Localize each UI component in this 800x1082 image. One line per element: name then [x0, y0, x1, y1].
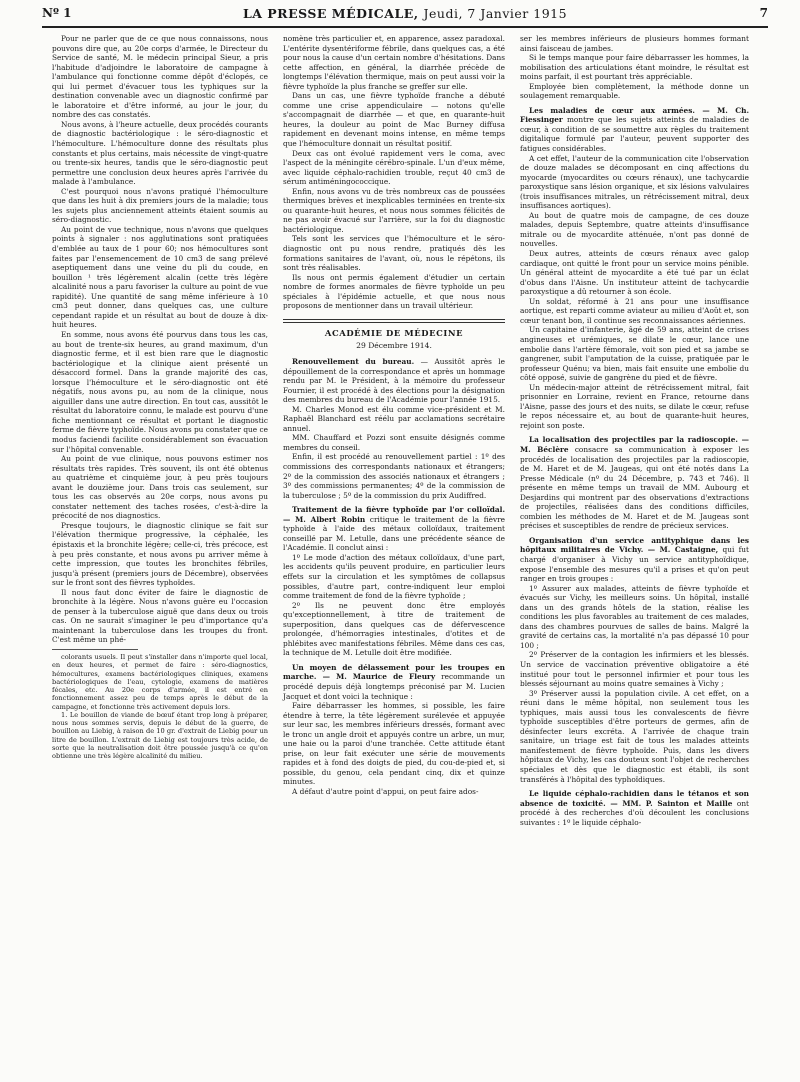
subsection-body: montre que les sujets atteints de maladies de cœur, à condition de se soumettre aux règles du traitement digitalique formulé par l'auteur, peuvent supporter des fatigues considérables. — [520, 115, 749, 154]
paragraph: Employée bien complètement, la méthode donne un soulagement remarquable. — [520, 81, 749, 101]
subsection-title: Le liquide céphalo-rachidien dans le tétanos et son absence de toxicité. — MM. P. Sainton et Maille — [520, 789, 749, 808]
column-3 — [520, 34, 749, 827]
paragraph — [283, 357, 505, 405]
masthead-date: Jeudi, 7 Janvier 1915 — [423, 6, 568, 21]
paragraph: M. Charles Monod est élu comme vice-président et M. Raphaël Blanchard est réélu par acclamations secrétaire annuel. — [283, 404, 505, 433]
subsection-body: recommande un procédé depuis déjà longtemps préconisé par M. Lucien Jacquet et dont voici la technique : — [283, 672, 505, 701]
footnote: 1. Le bouillon de viande de bœuf étant trop long à préparer, nous nous sommes servis, depuis le début de la guerre, de bouillon au Liebig, à raison de 10 gr. d'extrait de Liebig pour un litre de bouillon. L'extrait de Liebig est toujours très acide, de sorte que la neutralisation doit être poussée jusqu'à ce qu'on obtienne une très légère alcalinité du milieu. — [52, 710, 268, 760]
paragraph — [520, 536, 749, 584]
paragraph: A défaut d'autre point d'appui, on peut faire ados- — [292, 787, 479, 797]
paragraph: 3º Préserver aussi la population civile. A cet effet, on a réuni dans le même hôpital, non seulement tous les typhiques, mais aussi tous les convalescents de fièvre typhoïde susceptibles d'être porteurs de germes, afin de désinfecter leurs excréta. A l'arrivée de chaque train sanitaire, un triage est fait de tous les malades atteints manifestement de fièvre typhoïde. Puis, dans les divers hôpitaux de Vichy, les cas douteux sont l'objet de recherches spéciales et dès que le diagnostic est établi, ils sont transférés à l'hôpital des typhoïdiques. — [520, 688, 749, 784]
paragraph — [520, 789, 749, 827]
paragraph: 1º Le mode d'action des métaux colloïdaux, d'une part, les accidents qu'ils peuvent produire, en particulier leurs effets sur la circulation et les symptômes de collapsus possibles, d'autre part, contre-indiquent leur emploi comme traitement de fond de la fièvre typhoïde ; — [283, 552, 505, 601]
paragraph: Deux cas ont évolué rapidement vers le coma, avec l'aspect de la méningite cérébro-spinale. L'un d'eux même, avec liquide céphalo-rachidien trouble, reçut 40 cm3 de sérum antiméningococcique. — [283, 148, 505, 187]
subsection-title: Organisation d'un service antityphique dans les hôpitaux militaires de Vichy. — M. Castaigne, — [520, 535, 749, 555]
paragraph: Nous avons, à l'heure actuelle, deux procédés courants de diagnostic bactériologique : le séro-diagnostic et l'hémoculture. L'hémoculture donne des résultats plus constants et plus certains, mais nécessite de vingt-quatre ou trente-six heures, tandis que le séro-diagnostic peut permettre une conclusion deux heures après l'arrivée du malade à l'ambulance. — [52, 119, 268, 187]
subsection-title: Un moyen de délassement pour les troupes en marche. — M. Maurice de Fleury — [283, 662, 505, 682]
page-number-left: Nº 1 — [42, 6, 72, 20]
paragraph — [520, 106, 749, 154]
paragraph: Presque toujours, le diagnostic clinique se fait sur l'élévation thermique progressive, la céphalée, les épistaxis et la bronchite légère; celle-ci, très précoce, est à peu près constante, et nous avons pu arriver même à cette impression, que toutes les bronchites fébriles, jusqu'à présent (premiers jours de Décembre), observées sur le front sont des fièvres typhoïdes. — [52, 520, 268, 588]
paragraph: Dans un cas, une fièvre typhoïde franche a débuté comme une crise appendiculaire — notons qu'elle s'accompagnait de diarrhée — et que, en quarante-huit heures, la douleur au point de Mac Burney diffusa rapidement en devenant moins intense, en même temps que l'hémoculture donnait un résultat positif. — [283, 91, 505, 149]
paragraph: Un médecin-major atteint de rétrécissement mitral, fait prisonnier en Lorraine, revient en France, retourne dans l'Aisne, passe des jours et des nuits, se dilate le cœur, refuse le repos nécessaire et, au bout de quarante-huit heures, rejoint son poste. — [520, 382, 749, 430]
paragraph: Deux autres, atteints de cœurs rénaux avec galop cardiaque, ont quitté le front pour un service moins pénible. Un général atteint de myocardite a été tué par un éclat d'obus dans l'Aisne. Un instituteur atteint de tachycardie paroxystique a dû retourner à son école. — [520, 249, 749, 297]
paragraph — [520, 435, 749, 530]
paragraph: Tels sont les services que l'hémoculture et le séro-diagnostic ont pu nous rendre, pratiqués dès les formations sanitaires de l'avant, où, nous le répétons, ils sont très réalisables. — [283, 234, 505, 273]
subsection-body: consacre sa communication à exposer les procédés de localisation des projectiles par la radioscopie, de M. Haret et de M. Jaugeas, qui ont été notés dans La Presse Médicale (nº du 24 Décembre, p. 743 et 746). Il présente en même temps un travail de MM. Aubourg et Desjardins qui montrent par des observations d'extractions de projectiles, réalisées dans des conditions difficiles, combien les méthodes de M. Haret et de M. Jaugeas sont précises et susceptibles de rendre de précieux services. — [520, 444, 749, 531]
subsection-title: Les maladies de cœur aux armées. — M. Ch. Fiessinger — [520, 105, 749, 125]
section-heading: ACADÉMIE DE MÉDECINE — [324, 327, 464, 338]
footnote-rule — [52, 649, 138, 650]
subsection-body: — Aussitôt après le dépouillement de la correspondance et après un hommage rendu par M. le Président, à la mémoire du professeur Fournier, il est procédé à des élections pour la désignation des membres du bureau de l'Académie pour l'année 1915. — [283, 356, 506, 405]
paragraph: A cet effet, l'auteur de la communication cite l'observation de douze malades se décomposant en cinq affections du myocarde (myocardites ou cœurs rénaux), une tachycardie paroxystique sans lésion organique, et six lésions valvulaires (trois insuffisances mitrales, un rétrécissement mitral, deux insuffisances aortiques). — [520, 153, 749, 211]
paragraph: 1º Assurer aux malades, atteints de fièvre typhoïde et évacués sur Vichy, les meilleurs soins. Un hôpital, installé dans un des grands hôtels de la station, réalise les conditions les plus favorables au traitement de ces malades, dans des chambres pourvues de salles de bains. Malgré la gravité de certains cas, la mortalité n'a pas dépassé 10 pour 100 ; — [520, 583, 749, 650]
paragraph: Faire débarrasser les hommes, si possible, les faire étendre à terre, la tête légèrement surélevée et appuyée sur leur sac, les membres inférieurs dressés, formant avec le tronc un angle droit et appuyés contre un arbre, un mur, une haie ou la paroi d'une tranchée. Cette attitude étant prise, on leur fait exécuter une série de mouvements rapides et à fond des doigts de pied, du cou-de-pied et, si possible, du genou, cela pendant cinq, dix et quinze minutes. — [283, 701, 505, 787]
subsection-title: Renouvellement du bureau. — [292, 356, 415, 366]
masthead-title: LA PRESSE MÉDICALE, — [242, 6, 419, 21]
paragraph: Pour ne parler que de ce que nous connaissons, nous pouvons dire que, au 20e corps d'armée, le Directeur du Service de santé, M. le médecin principal Sieur, a pris l'habitude d'adjoindre le laboratoire de campagne à l'ambulance qui fonctionne comme dépôt d'éclopés, ce qui lui permet d'évacuer tous les typhiques sur la destination convenable avec un diagnostic confirmé par le laboratoire et d'être informé, au jour le jour, du nombre des cas constatés. — [52, 34, 268, 120]
paragraph: 2º Ils ne peuvent donc être employés qu'exceptionnellement, à titre de traitement de superposition, dans quelques cas de défervescence prolongée, d'hémorragies intestinales, d'otites et de phlébites avec manifestations fébriles. Même dans ces cas, la technique de M. Letulle doit être modifiée. — [283, 600, 505, 658]
subsection-body: critique le traitement de la fièvre typhoïde à l'aide des métaux colloïdaux, traitement conseillé par M. Letulle, dans une précédente séance de l'Académie. Il conclut ainsi : — [283, 514, 505, 553]
paragraph: Il nous faut donc éviter de faire le diagnostic de bronchite à la légère. Nous n'avons guère eu l'occasion de penser à la tuberculose aiguë que dans deux ou trois cas. On ne saurait s'imaginer le peu d'importance qu'a maintenant la tuberculose dans les troupes du front. C'est même un phé- — [52, 587, 268, 645]
paragraph — [283, 505, 505, 553]
paragraph: C'est pourquoi nous n'avons pratiqué l'hémoculture que dans les huit à dix premiers jours de la maladie; tous les sujets plus anciennement atteints étaient soumis au séro-diagnostic. — [52, 186, 268, 225]
page-number-right: 7 — [759, 6, 768, 20]
subsection-title: Traitement de la fièvre typhoïde par l'or colloïdal. — M. Albert Robin — [283, 505, 505, 524]
paragraph: Ils nous ont permis également d'étudier un certain nombre de formes anormales de fièvre typhoïde un peu spéciales à l'épidémie actuelle, et que nous nous proposons de mentionner dans un travail ultérieur. — [283, 272, 505, 311]
column-1 — [52, 34, 268, 760]
paragraph: Un soldat, réformé à 21 ans pour une insuffisance aortique, est reparti comme aviateur au milieu d'Août et, son cœur tenant bon, il continue ses reconnaissances aériennes. — [520, 296, 749, 325]
paragraph: Au point de vue technique, nous n'avons que quelques points à signaler : nos agglutinations sont pratiquées d'emblée au taux de 1 pour 60; nos hémocultures sont faites par l'ensemencement de 10 cm3 de sang prélevé aseptiquement dans une veine du pli du coude, en bouillon ¹ très légèrement alcalin (cette très légère alcalinité nous a paru favoriser la culture au point de vue rapidité). Une quantité de sang même inférieure à 10 cm3 peut donner, dans quelques cas, une culture cependant rapide et un résultat au bout de douze à dix-huit heures. — [52, 224, 268, 330]
header-rule — [42, 26, 768, 28]
paragraph: Au bout de quatre mois de campagne, de ces douze malades, depuis Septembre, quatre atteints d'insuffisance mitrale ou de myocardite atténuée, n'ont pas donné de nouvelles. — [520, 210, 749, 249]
page-header — [42, 4, 768, 26]
section-rule — [283, 319, 505, 323]
paragraph: Enfin, nous avons vu de très nombreux cas de poussées thermiques brèves et inexplicables terminées en trente-six ou quarante-huit heures, et nous nous sommes félicités de ne pas avoir évacué sur l'arrière, sur la foi du diagnostic bactériologique. — [283, 186, 505, 234]
column-2 — [283, 34, 505, 797]
paragraph: Au point de vue clinique, nous pouvons estimer nos résultats très rapides. Très souvent, ils ont été obtenus au quatrième et cinquième jour, à peu près toujours avant le douzième jour. Dans trois cas seulement, sur tous les cas observés au 20e corps, nous avons pu constater nettement des taches rosées, c'est-à-dire la précocité de nos diagnostics. — [52, 454, 268, 521]
paragraph: Enfin, il est procédé au renouvellement partiel : 1º des commissions des correspondants nationaux et étrangers; 2º de la commission des associés nationaux et étrangers ; 3º des commissions permanentes; 4º de la commission de la tuberculose ; 5º de la commission du prix Audiffred. — [283, 452, 505, 500]
masthead — [42, 6, 768, 21]
paragraph — [283, 663, 505, 701]
paragraph: ser les membres inférieurs de plusieurs hommes formant ainsi faisceau de jambes. — [520, 34, 749, 53]
paragraph: Un capitaine d'infanterie, âgé de 59 ans, atteint de crises angineuses et urémiques, se dilate le cœur, lance une embolie dans l'artère fémorale, voit son pied et sa jambe se gangrener, subit l'amputation de la cuisse, pratiquée par le professeur Quénu; va bien, mais fait ensuite une embolie du côté opposé, suivie de gangrène du pied et de fièvre. — [520, 325, 749, 383]
subsection-title: La localisation des projectiles par la radioscopie. — M. Béclère — [520, 435, 749, 454]
subsection-body: ont procédé à des recherches d'où découlent les conclusions suivantes : 1º le liquide céphalo- — [520, 798, 749, 827]
subsection-body: qui fut chargé d'organiser à Vichy un service antityphoïdique, expose l'ensemble des mesures qu'il a prises et qu'on peut ranger en trois groupes : — [520, 545, 749, 584]
footnote: colorants usuels. Il peut s'installer dans n'importe quel local, en deux heures, et permet de faire : séro-diagnostics, hémocultures, examens bactériologiques cliniques, examens bactériologiques de l'eau, cytologie, examens de matières fécales, etc. Au 20e corps d'armée, il est entré en fonctionnement assez peu de temps après le début de la campagne, et fonctionne très activement depuis lors. — [52, 653, 268, 711]
paragraph: Si le temps manque pour faire débarrasser les hommes, la mobilisation des articulations étant moindre, le résultat est moins parfait, il est pourtant très appréciable. — [520, 53, 749, 82]
paragraph: nomène très particulier et, en apparence, assez paradoxal. L'entérite dysentériforme fébrile, dans quelques cas, a été pour nous la cause d'un certain nombre d'hésitations. Dans cette affection, en général, la diarrhée précède de longtemps l'élévation thermique, mais on peut aussi voir la fièvre typhoïde la plus franche se greffer sur elle. — [283, 34, 505, 91]
section-date: 29 Décembre 1914. — [356, 341, 432, 351]
paragraph: MM. Chauffard et Pozzi sont ensuite désignés comme membres du conseil. — [283, 433, 505, 452]
paragraph: 2º Préserver de la contagion les infirmiers et les blessés. Un service de vaccination préventive obligatoire a été institué pour tout le personnel infirmier et pour tous les blessés séjournant au moins quatre semaines à Vichy ; — [520, 650, 749, 689]
paragraph: En somme, nous avons été pourvus dans tous les cas, au bout de trente-six heures, au grand maximum, d'un diagnostic ferme, et il est bien rare que le diagnostic bactériologique et la clinique aient présenté un désaccord formel. Dans la grande majorité des cas, lorsque l'hémoculture et le séro-diagnostic ont été négatifs, nous avons pu, au nom de la clinique, nous aiguiller dans une autre direction. En tout cas, aussitôt le résultat du laboratoire connu, le malade est pourvu d'une fiche mentionnant ce résultat et portant le diagnostic ferme de fièvre typhoïde. Nous avons pu constater que ce modus faciendi facilite considérablement son évacuation sur l'hôpital convenable. — [52, 329, 268, 454]
